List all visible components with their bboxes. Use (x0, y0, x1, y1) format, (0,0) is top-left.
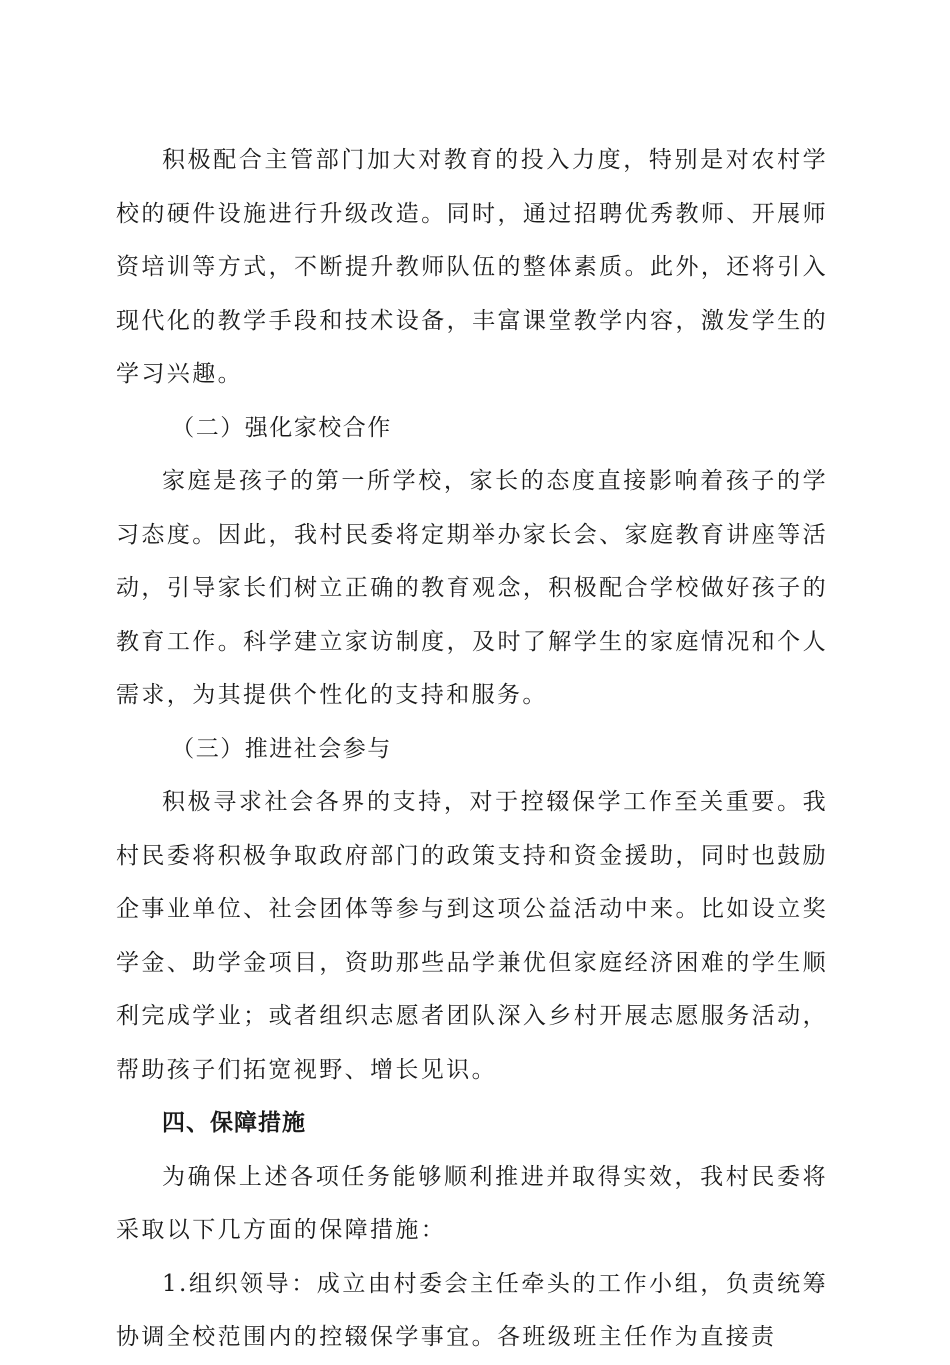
document-body (116, 134, 828, 1365)
subheading-social-participation: （三）推进社会参与 (171, 735, 392, 762)
subheading-home-school-cooperation: （二）强化家校合作 (171, 414, 392, 441)
paragraph-social-participation: 积极寻求社会各界的支持，对于控辍保学工作至关重要。我村民委将积极争取政府部门的政策支持和资金援助，同时也鼓励企事业单位、社会团体等参与到这项公益活动中来。比如设立奖学金、助学金项目，资助那些品学兼优但家庭经济困难的学生顺利完成学业；或者组织志愿者团队深入乡村开展志愿服务活动，帮助孩子们拓宽视野、增长见识。 (116, 789, 828, 1083)
section-heading-safeguards: 四、保障措施 (162, 1110, 306, 1136)
paragraph-investment: 积极配合主管部门加大对教育的投入力度，特别是对农村学校的硬件设施进行升级改造。同时，通过招聘优秀教师、开展师资培训等方式，不断提升教师队伍的整体素质。此外，还将引入现代化的教学手段和技术设备，丰富课堂教学内容，激发学生的学习兴趣。 (116, 147, 828, 387)
paragraph-safeguards-intro: 为确保上述各项任务能够顺利推进并取得实效，我村民委将采取以下几方面的保障措施： (116, 1163, 828, 1243)
paragraph-home-school-cooperation: 家庭是孩子的第一所学校，家长的态度直接影响着孩子的学习态度。因此，我村民委将定期举办家长会、家庭教育讲座等活动，引导家长们树立正确的教育观念，积极配合学校做好孩子的教育工作。科学建立家访制度，及时了解学生的家庭情况和个人需求，为其提供个性化的支持和服务。 (116, 468, 828, 708)
paragraph-organizational-leadership: 1.组织领导：成立由村委会主任牵头的工作小组，负责统筹协调全校范围内的控辍保学事宜。各班级班主任作为直接责 (116, 1270, 828, 1350)
